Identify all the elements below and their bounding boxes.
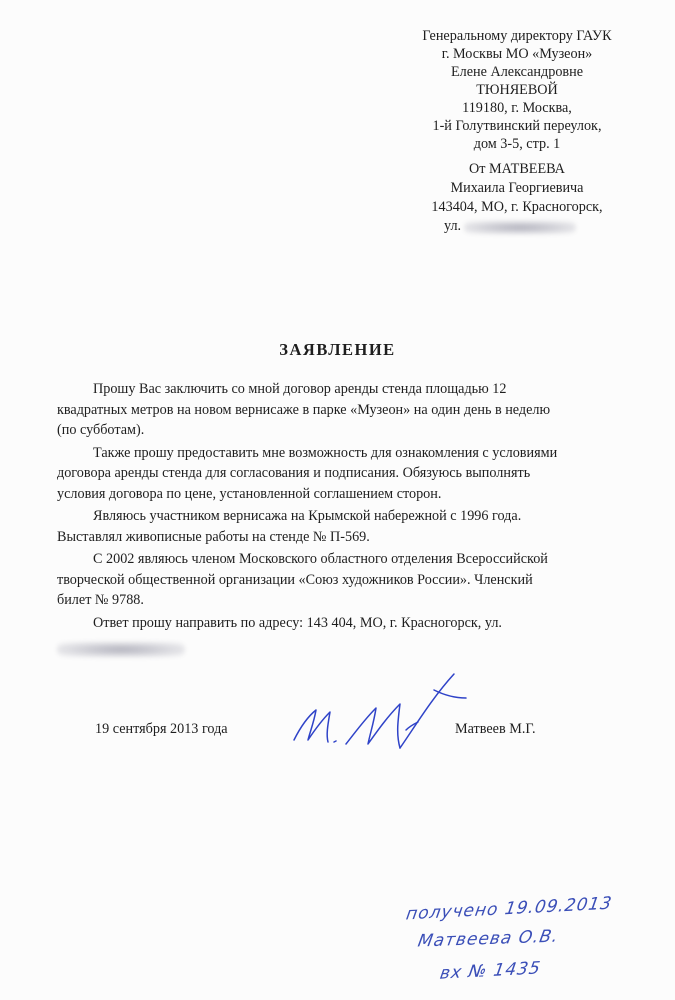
signer-name: Матвеев М.Г. xyxy=(455,721,536,737)
receipt-note xyxy=(400,895,670,995)
body-line: (по субботам). xyxy=(57,422,145,438)
sender-line: 143404, МО, г. Красногорск, xyxy=(431,199,603,215)
body-line: договора аренды стенда для согласования и подписания. Обязуюсь выполнять xyxy=(57,465,531,481)
body-line: Прошу Вас заключить со мной договор аренды стенда площадью 12 xyxy=(93,381,507,397)
addressee-line: Генеральному директору ГАУК xyxy=(422,28,612,44)
document-body xyxy=(57,379,632,633)
body-line: условия договора по цене, установленной соглашением сторон. xyxy=(57,485,442,502)
addressee-line: ТЮНЯЕВОЙ xyxy=(476,82,558,98)
addressee-line: г. Москвы МО «Музеон» xyxy=(441,46,593,62)
sender-line: От МАТВЕЕВА xyxy=(469,161,565,177)
body-line: квадратных метров на новом вернисаже в парке «Музеон» на один день в неделю xyxy=(57,401,551,418)
receipt-line: вх № 1435 xyxy=(438,958,543,984)
receipt-line: получено 19.09.2013 xyxy=(404,893,614,925)
body-line: Являюсь участником вернисажа на Крымской набережной с 1996 года. xyxy=(93,508,522,524)
body-line: Выставлял живописные работы на стенде № П-569. xyxy=(57,528,370,545)
body-line: Ответ прошу направить по адресу: 143 404, МО, г. Красногорск, ул. xyxy=(93,614,502,631)
sender-block xyxy=(392,160,642,236)
signature-icon xyxy=(284,668,474,768)
addressee-block xyxy=(392,27,642,153)
sender-street-label: ул. xyxy=(444,218,462,234)
redacted-address-blur xyxy=(57,642,185,657)
addressee-line: дом 3-5, стр. 1 xyxy=(473,136,561,152)
redacted-street-blur xyxy=(464,221,576,234)
addressee-line: 1-й Голутвинский переулок, xyxy=(432,118,602,134)
sender-street-row xyxy=(392,217,642,236)
addressee-line: Елене Александровне xyxy=(451,64,583,80)
sender-line: Михаила Георгиевича xyxy=(450,180,584,196)
addressee-line: 119180, г. Москва, xyxy=(462,100,572,116)
body-line: Также прошу предоставить мне возможность для ознакомления с условиями xyxy=(93,444,558,461)
receipt-line: Матвеева О.В. xyxy=(416,926,561,952)
body-line: С 2002 являюсь членом Московского областного отделения Всероссийской xyxy=(93,551,548,567)
body-line: творческой общественной организации «Союз художников России». Членский xyxy=(57,571,533,588)
document-date: 19 сентября 2013 года xyxy=(95,721,228,737)
body-line: билет № 9788. xyxy=(57,592,144,608)
document-title: ЗАЯВЛЕНИЕ xyxy=(279,340,396,359)
